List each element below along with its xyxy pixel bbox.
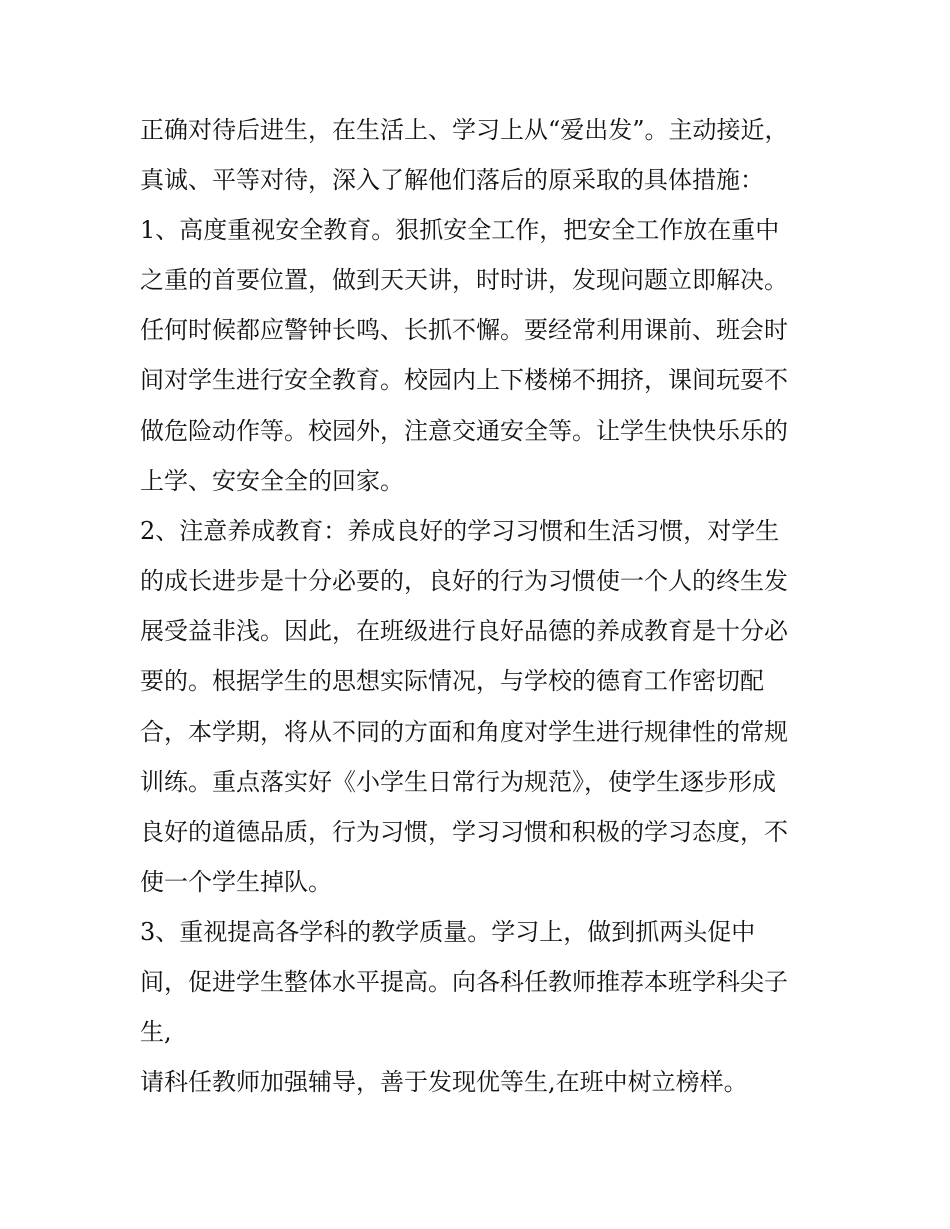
text-line: 真诚、平等对待，深入了解他们落后的原采取的具体措施： bbox=[140, 166, 764, 194]
text-line: 合，本学期，将从不同的方面和角度对学生进行规律性的常规 bbox=[140, 718, 788, 746]
text-line: 3、重视提高各学科的教学质量。学习上，做到抓两头促中 bbox=[140, 918, 756, 946]
text-line: 训练。重点落实好《小学生日常行为规范》，使学生逐步形成 bbox=[140, 768, 776, 796]
text-line: 2、注意养成教育：养成良好的学习习惯和生活习惯，对学生 bbox=[140, 517, 780, 545]
text-line: 要的。根据学生的思想实际情况，与学校的德育工作密切配 bbox=[140, 667, 764, 695]
text-line: 展受益非浅。因此，在班级进行良好品德的养成教育是十分必 bbox=[140, 617, 788, 645]
text-line: 间，促进学生整体水平提高。向各科任教师推荐本班学科尖子 bbox=[140, 968, 788, 996]
text-line: 上学、安安全全的回家。 bbox=[140, 467, 404, 495]
text-line: 之重的首要位置，做到天天讲，时时讲，发现问题立即解决。 bbox=[140, 266, 788, 294]
text-line: 正确对待后进生，在生活上、学习上从“爱出发”。主动接近， bbox=[140, 116, 789, 144]
text-line: 使一个学生掉队。 bbox=[140, 868, 332, 896]
text-line: 良好的道德品质，行为习惯，学习习惯和积极的学习态度，不 bbox=[140, 818, 788, 846]
text-line: 做危险动作等。校园外，注意交通安全等。让学生快快乐乐的 bbox=[140, 417, 788, 445]
text-line: 1、高度重视安全教育。狠抓安全工作，把安全工作放在重中 bbox=[140, 216, 780, 244]
text-line: 间对学生进行安全教育。校园内上下楼梯不拥挤，课间玩耍不 bbox=[140, 366, 788, 394]
text-line: 请科任教师加强辅导，善于发现优等生,在班中树立榜样。 bbox=[140, 1068, 748, 1096]
text-line: 的成长进步是十分必要的，良好的行为习惯使一个人的终生发 bbox=[140, 567, 788, 595]
text-line: 任何时候都应警钟长鸣、长抓不懈。要经常利用课前、班会时 bbox=[140, 316, 788, 344]
text-line: 生, bbox=[140, 1018, 172, 1046]
